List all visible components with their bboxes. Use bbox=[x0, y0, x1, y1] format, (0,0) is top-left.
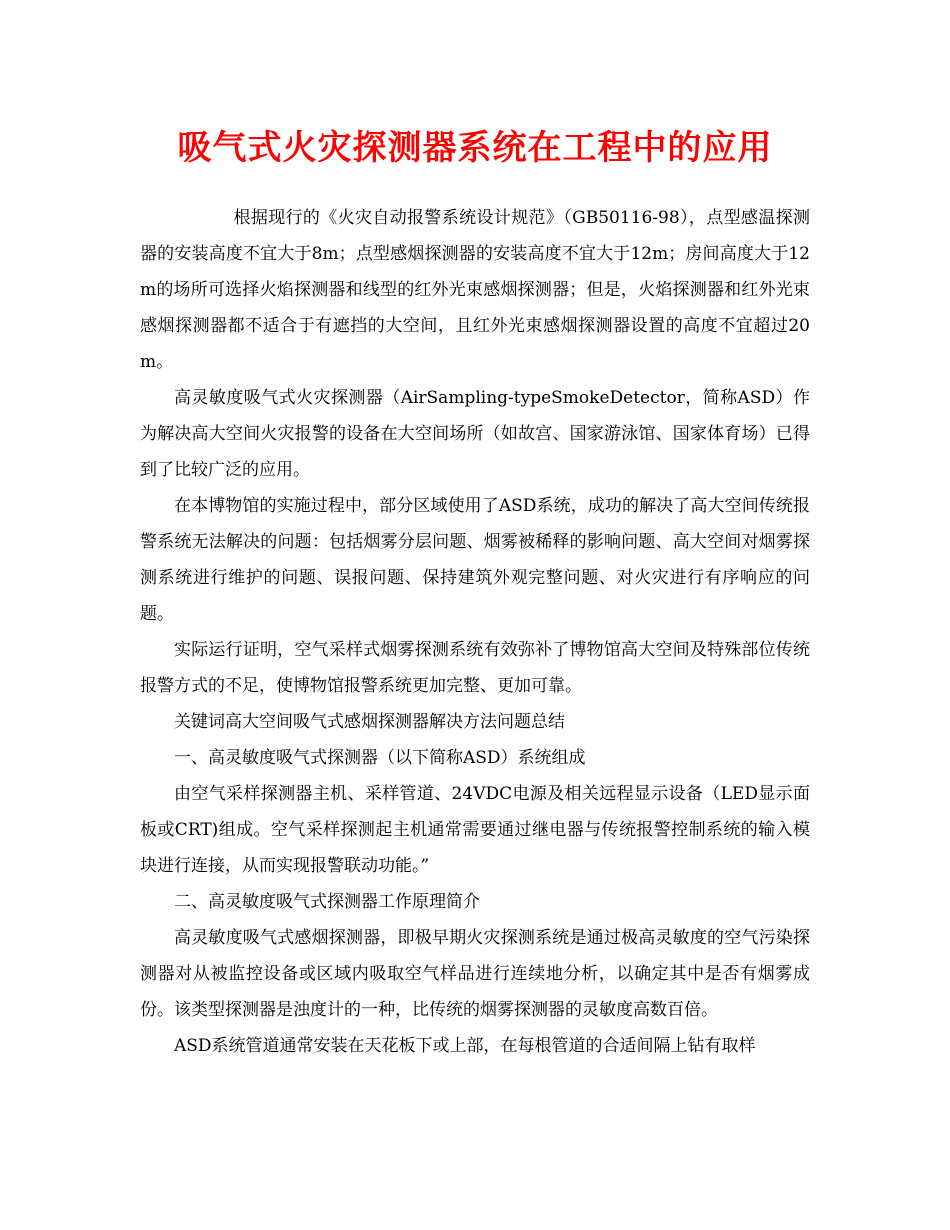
document-title: 吸气式火灾探测器系统在工程中的应用 bbox=[177, 128, 773, 168]
paragraph-composition: 由空气采样探测器主机、采样管道、24VDC电源及相关远程显示设备（LED显示面板或CRT)组成。空气采样探测起主机通常需要通过继电器与传统报警控制系统的输入模块进行连接，从而实现报警联动功能。” bbox=[140, 784, 810, 876]
paragraph-museum-implementation: 在本博物馆的实施过程中，部分区域使用了ASD系统，成功的解决了高大空间传统报警系统无法解决的问题：包括烟雾分层问题、烟雾被稀释的影响问题、高大空间对烟雾探测系统进行维护的问题、误报问题、保持建筑外观完整问题、对火灾进行有序响应的问题。 bbox=[140, 496, 810, 624]
section-heading-principle: 二、高灵敏度吸气式探测器工作原理简介 bbox=[174, 892, 480, 912]
paragraph-principle: 高灵敏度吸气式感烟探测器，即极早期火灾探测系统是通过极高灵敏度的空气污染探测器对从被监控设备或区域内吸取空气样品进行连续地分析，以确定其中是否有烟雾成份。该类型探测器是浊度计的一种，比传统的烟雾探测器的灵敏度高数百倍。 bbox=[140, 928, 810, 1020]
paragraph-asd-intro: 高灵敏度吸气式火灾探测器（AirSampling-typeSmokeDetector，简称ASD）作为解决高大空间火灾报警的设备在大空间场所（如故宫、国家游泳馆、国家体育场）已得到了比较广泛的应用。 bbox=[140, 388, 810, 480]
paragraph-keywords: 关键词高大空间吸气式感烟探测器解决方法问题总结 bbox=[174, 712, 565, 732]
section-heading-composition: 一、高灵敏度吸气式探测器（以下简称ASD）系统组成 bbox=[174, 748, 586, 768]
paragraph-regulation: 根据现行的《火灾自动报警系统设计规范》（GB50116-98），点型感温探测器的安装高度不宜大于8m；点型感烟探测器的安装高度不宜大于12m；房间高度大于12m的场所可选择火焰探测器和线型的红外光束感烟探测器；但是，火焰探测器和红外光束感烟探测器都不适合于有遮挡的大空间，且红外光束感烟探测器设置的高度不宜超过20m。 bbox=[140, 208, 810, 372]
paragraph-pipe-installation: ASD系统管道通常安装在天花板下或上部，在每根管道的合适间隔上钻有取样 bbox=[174, 1036, 756, 1056]
paragraph-operation-proof: 实际运行证明，空气采样式烟雾探测系统有效弥补了博物馆高大空间及特殊部位传统报警方式的不足，使博物馆报警系统更加完整、更加可靠。 bbox=[140, 640, 810, 696]
document-body bbox=[140, 200, 810, 1064]
